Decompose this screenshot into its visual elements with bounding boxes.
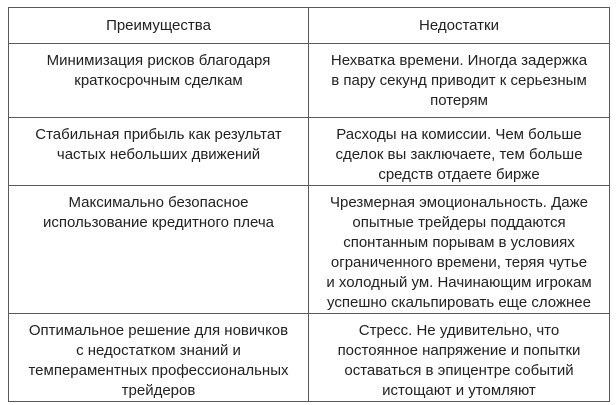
cell-line: средств отдаете бирже [378,166,540,183]
cell-line: Стабильная прибыль как результат [35,126,282,143]
cell-line: использование кредитного плеча [42,214,275,231]
header-advantages: Преимущества [9,8,309,44]
cell-line: постоянное напряжение и попытки [337,342,581,359]
table-row [9,186,610,314]
cell-line: Чрезмерная эмоциональность. Даже [330,194,588,211]
disadvantage-cell [309,44,610,118]
cell-line: в пару секунд приводит к серьезным [331,72,587,89]
cell-line: и холодный ум. Начинающим игрокам [326,274,592,291]
cell-line: с недостатком знаний и [76,342,241,359]
cell-line: потерям [430,92,488,109]
advantage-cell [9,118,309,186]
cell-line: Расходы на комиссии. Чем больше [336,126,582,143]
advantage-cell [9,186,309,314]
cell-line: ограниченного времени, теряя чутье [330,254,588,271]
table-row [9,314,610,402]
cell-line: оставаться в эпицентре событий [344,362,574,379]
table-row [9,44,610,118]
cell-line: темпераментных профессиональных [28,362,289,379]
advantage-cell [9,44,309,118]
cell-line: успешно скальпировать еще сложнее [327,294,591,311]
cell-line: трейдеров [121,382,196,399]
cell-line: Нехватка времени. Иногда задержка [330,52,588,69]
cell-line: Минимизация рисков благодаря [46,52,271,69]
disadvantage-cell [309,186,610,314]
header-disadvantages: Недостатки [309,8,610,44]
cell-line: Стресс. Не удивительно, что [358,322,560,339]
cell-line: истощают и утомляют [382,382,536,399]
header-row [9,8,610,44]
cell-line: краткосрочным сделкам [74,72,243,89]
cell-line: опытные трейдеры поддаются [352,214,566,231]
cell-line: спонтанным порывам в условиях [343,234,575,251]
table-row [9,118,610,186]
cell-line: сделок вы заключаете, тем больше [335,146,583,163]
advantage-cell [9,314,309,402]
cell-line: Максимально безопасное [68,194,249,211]
disadvantage-cell [309,314,610,402]
disadvantage-cell [309,118,610,186]
cell-line: частых небольших движений [56,146,261,163]
pros-cons-table [8,7,610,402]
cell-line: Оптимальное решение для новичков [28,322,289,339]
